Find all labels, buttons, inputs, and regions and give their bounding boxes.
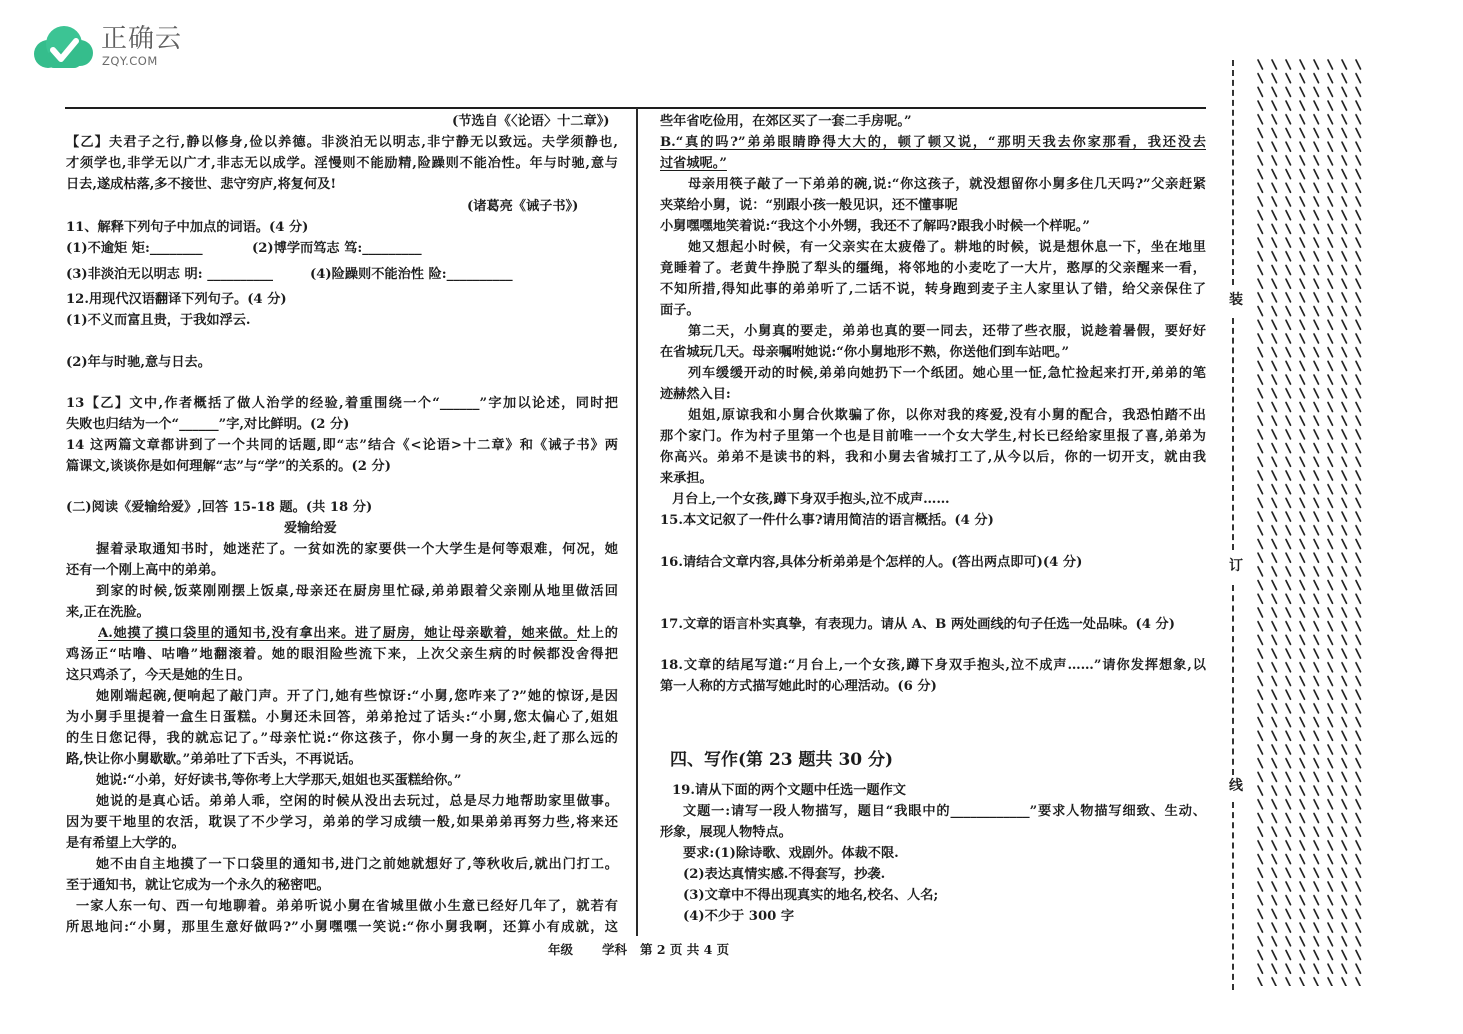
passage-line: 来承担。 <box>660 471 713 486</box>
passage-title: 爱输给爱 <box>284 521 337 536</box>
passage-line: 姐姐,原谅我和小舅合伙欺骗了你，以你对我的疼爱,没有小舅的配合，我恐怕踏不出 <box>688 408 1206 423</box>
source-citation-lunyu: (节选自《〈论语〉十二章》) <box>452 114 610 129</box>
question-11-prompt: 11、解释下列句子中加点的词语。(4 分) <box>66 220 309 235</box>
passage-line: 迹赫然入目: <box>660 387 731 402</box>
passage-line: 鸡汤正“咕噜、咕噜”地翻滚着。她的眼泪险些流下来，上次父亲生病的时候都没舍得把 <box>66 647 618 662</box>
passage-line: 在省城玩几天。母亲嘱咐她说:“你小舅地形不熟，你送他们到车站吧。” <box>660 345 1070 360</box>
question-12-item: (1)不义而富且贵，于我如浮云. <box>66 313 251 328</box>
right-column <box>660 0 1206 1034</box>
question-17: 17.文章的语言朴实真挚，有表现力。请从 A、B 两处画线的句子任选一处品味。(4 分) <box>660 617 1175 632</box>
underlined-sentence-a: A.她摸了摸口袋里的通知书,没有拿出来。进了厨房，她让母亲歇着，她来做。 <box>98 626 578 641</box>
passage-line: 所思地问:“小舅，那里生意好做吗?”小舅嘿嘿一笑说:“你小舅我啊，还算小有成就，这 <box>66 920 618 935</box>
writing-topic-line: 形象，展现人物特点。 <box>660 825 792 840</box>
question-11-item: (4)险躁则不能治性 险:__________ <box>310 267 513 282</box>
passage-line: 来,正在洗脸。 <box>66 605 150 620</box>
footer-subject: 学科 <box>602 942 628 957</box>
writing-section-heading: 四、写作(第 23 题共 30 分) <box>670 750 894 770</box>
binding-line-segment <box>1232 585 1234 775</box>
binding-char-ding: 订 <box>1229 558 1243 574</box>
question-12-item: (2)年与时驰,意与日去。 <box>66 355 211 370</box>
passage-line: 到家的时候,饭菜刚刚摆上饭桌,母亲还在厨房里忙碌,弟弟跟着父亲刚从地里做活回 <box>96 584 618 599</box>
passage-line: 母亲用筷子敲了一下弟弟的碗,说:“你这孩子，就没想留你小舅多住几天吗?”父亲赶紧 <box>688 177 1206 192</box>
footer-page-number: 第 2 页 共 4 页 <box>640 942 730 957</box>
underlined-sentence-b: B.“真的吗?”弟弟眼睛睁得大大的，顿了顿又说，“那明天我去你家那看，我还没去 <box>660 135 1206 150</box>
logo-domain: ZQY.COM <box>102 54 158 68</box>
logo-name: 正确云 <box>101 24 183 54</box>
section-2-heading: (二)阅读《爱输给爱》,回答 15-18 题。(共 18 分) <box>66 500 373 515</box>
binding-char-xian: 线 <box>1229 778 1243 794</box>
passage-line: 握着录取通知书时，她迷茫了。一贫如洗的家要供一个大学生是何等艰难，何况，她 <box>96 542 618 557</box>
passage-line: 路,快让你小舅歇歇。”弟弟吐了下舌头，不再说话。 <box>66 752 362 767</box>
passage-line: 竟睡着了。老黄牛挣脱了犁头的缰绳，将邻地的小麦吃了一大片，憨厚的父亲醒来一看， <box>660 261 1206 276</box>
passage-line: 这只鸡杀了，今天是她的生日。 <box>66 668 251 683</box>
classical-text-line: 【乙】夫君子之行,静以修身,俭以养德。非淡泊无以明志,非宁静无以致远。夫学须静也, <box>66 135 618 150</box>
passage-line: 列车缓缓开动的时候,弟弟向她扔下一个纸团。她心里一怔,急忙捡起来打开,弟弟的笔 <box>688 366 1206 381</box>
passage-line: 她又想起小时候，有一父亲实在太疲倦了。耕地的时候，说是想休息一下，坐在地里 <box>688 240 1206 255</box>
writing-topic-line: 文题一:请写一段人物描写，题目“我眼中的____________”要求人物描写细致、生动、 <box>683 804 1206 819</box>
question-13-line: 失败也归结为一个“______”字,对比鲜明。(2 分) <box>66 417 350 432</box>
question-11-item: (2)博学而笃志 笃:_________ <box>252 241 422 256</box>
binding-line-segment <box>1232 318 1234 550</box>
question-14-line: 14 这两篇文章都讲到了一个共同的话题,即“志”结合《<论语>十二章》和《诫子书》两 <box>66 438 618 453</box>
passage-line: 她说:“小弟，好好读书,等你考上大学那天,姐姐也买蛋糕给你。” <box>96 773 462 788</box>
writing-requirement: (2)表达真情实感.不得套写，抄袭. <box>683 867 886 882</box>
passage-line: 那个家门。作为村子里第一个也是目前唯一一个女大学生,村长已经给家里报了喜,弟弟为 <box>660 429 1206 444</box>
column-divider <box>636 108 638 936</box>
passage-line-rest: 灶上的 <box>577 626 618 641</box>
passage-line-a <box>98 623 618 644</box>
binding-line-segment <box>1232 60 1234 285</box>
classical-text-line: 日去,遂成枯落,多不接世、悲守穷庐,将复何及! <box>66 177 337 192</box>
passage-line: 你高兴。弟弟不是读书的料，我和小舅去省城打工了,从今以后，你的一切开支，就由我 <box>660 450 1206 465</box>
passage-line: 夹菜给小舅，说：“别跟小孩一般见识，还不懂事呢 <box>660 198 958 213</box>
passage-line: 月台上,一个女孩,蹲下身双手抱头,泣不成声…… <box>672 492 950 507</box>
passage-line: 她刚端起碗,便响起了敲门声。开了门,她有些惊讶:“小舅,您咋来了?”她的惊讶,是因 <box>96 689 618 704</box>
passage-line: 第二天，小舅真的要走，弟弟也真的要一同去，还带了些衣服，说趁着暑假，要好好 <box>688 324 1206 339</box>
question-11-item: (1)不逾矩 矩:________ <box>66 241 203 256</box>
question-18-line: 第一人称的方式描写她此时的心理活动。(6 分) <box>660 679 937 694</box>
writing-requirement: 要求:(1)除诗歌、戏剧外。体裁不限. <box>683 846 899 861</box>
writing-requirement: (4)不少于 300 字 <box>683 909 795 924</box>
binding-hatch-pattern <box>1254 58 1366 986</box>
passage-line: 一家人东一句、西一句地聊着。弟弟听说小舅在省城里做小生意已经好几年了，就若有 <box>76 899 618 914</box>
question-14-line: 篇课文,谈谈你是如何理解“志”与“学”的关系的。(2 分) <box>66 459 391 474</box>
passage-line: 她说的是真心话。弟弟人乖，空闲的时候从没出去玩过，总是尽力地帮助家里做事。 <box>96 794 618 809</box>
question-19: 19.请从下面的两个文题中任选一题作文 <box>672 783 906 798</box>
passage-line: 是有希望上大学的。 <box>66 836 185 851</box>
passage-line: 些年省吃俭用，在郊区买了一套二手房呢。” <box>660 114 912 129</box>
footer-grade: 年级 <box>548 942 574 957</box>
passage-line: 面子。 <box>660 303 700 318</box>
question-16: 16.请结合文章内容,具体分析弟弟是个怎样的人。(答出两点即可)(4 分) <box>660 555 1083 570</box>
passage-line: 为小舅手里提着一盒生日蛋糕。小舅还未回答，弟弟抢过了话头:“小舅,您太偏心了,姐姐 <box>66 710 618 725</box>
underlined-sentence-b: 过省城呢。” <box>660 156 727 171</box>
question-13-line: 13【乙】文中,作者概括了做人治学的经验,着重围绕一个“______”字加以论述，同时把 <box>66 396 618 411</box>
writing-requirement: (3)文章中不得出现真实的地名,校名、人名; <box>683 888 939 903</box>
source-citation-jiezishu: (诸葛亮《诫子书》) <box>467 199 579 214</box>
question-15: 15.本文记叙了一件什么事?请用简洁的语言概括。(4 分) <box>660 513 994 528</box>
binding-char-zhuang: 装 <box>1229 292 1243 308</box>
binding-line-segment <box>1232 802 1234 990</box>
question-12-prompt: 12.用现代汉语翻译下列句子。(4 分) <box>66 292 287 307</box>
passage-line: 小舅嘿嘿地笑着说:“我这个小外甥，我还不了解吗?跟我小时候一个样呢。” <box>660 219 1090 234</box>
passage-line: 不知所措,得知此事的弟弟听了,二话不说，转身跑到麦子主人家里认了错，给父亲保住了 <box>660 282 1206 297</box>
passage-line: 因为要干地里的农活，耽误了不少学习，弟弟的学习成绩一般,如果弟弟再努力些,将来还 <box>66 815 618 830</box>
classical-text-line: 才须学也,非学无以广才,非志无以成学。淫慢则不能励精,险躁则不能冶性。年与时驰,意与 <box>66 156 618 171</box>
passage-line: 的生日您记得，我的就忘记了。”母亲忙说:“你这孩子，你小舅一身的灰尘,赶了那么远的 <box>66 731 618 746</box>
left-column <box>66 0 618 1034</box>
question-11-item: (3)非淡泊无以明志 明: __________ <box>66 267 274 282</box>
passage-line: 她不由自主地摸了一下口袋里的通知书,进门之前她就想好了,等秋收后,就出门打工。 <box>96 857 618 872</box>
passage-line: 还有一个刚上高中的弟弟。 <box>66 563 225 578</box>
question-18-line: 18.文章的结尾写道:“月台上,一个女孩,蹲下身双手抱头,泣不成声……”请你发挥想象,以 <box>660 658 1206 673</box>
passage-line: 至于通知书，就让它成为一个永久的秘密吧。 <box>66 878 330 893</box>
